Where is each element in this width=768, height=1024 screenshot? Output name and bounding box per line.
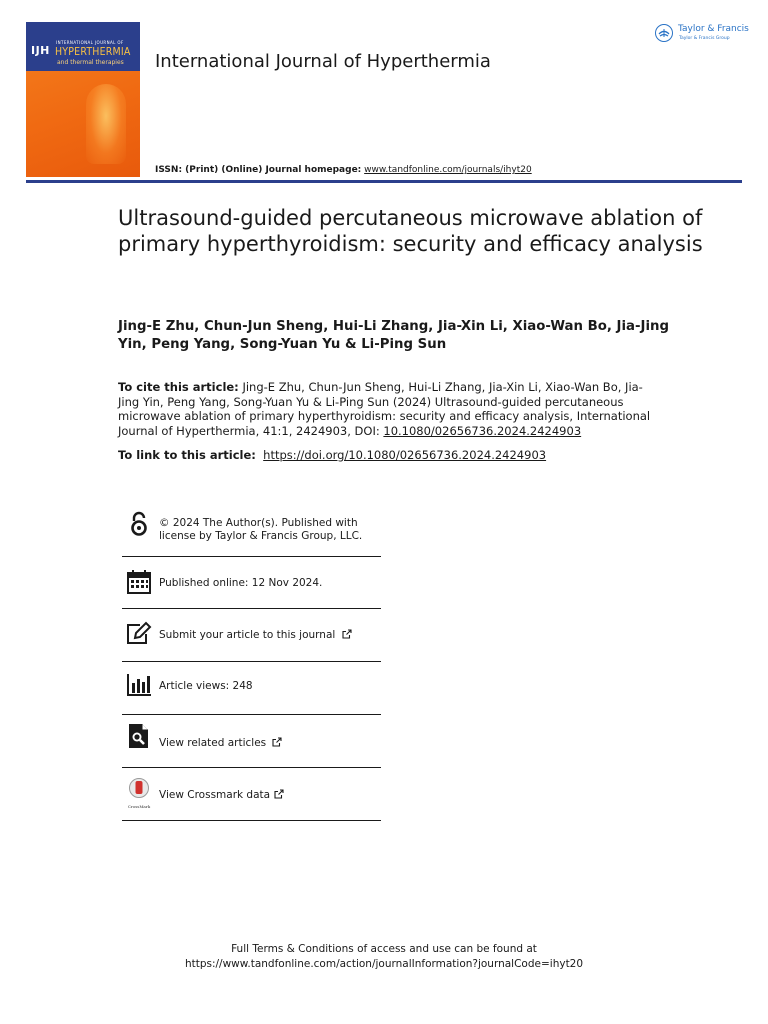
article-link-line [118,448,546,462]
license-text: © 2024 The Author(s). Published with license by Taylor & Francis Group, LLC. [159,517,363,542]
article-doi-link[interactable]: https://doi.org/10.1080/02656736.2024.2424903 [263,448,547,462]
published-text: Published online: 12 Nov 2024. [159,577,323,589]
cover-title: HYPERTHERMIA [55,46,131,58]
external-link-icon [272,737,282,747]
terms-footer [0,942,768,972]
publisher-name: Taylor & Francis [678,24,749,34]
views-text: Article views: 248 [159,680,253,692]
crossmark-link[interactable] [159,789,284,802]
calendar-icon [126,569,152,595]
issn-line [155,165,532,175]
publisher-group: Taylor & Francis Group [679,36,730,41]
article-title: Ultrasound-guided percutaneous microwave ablation of primary hyperthyroidism: security and efficacy analysis [118,206,703,256]
cite-text: Jing-E Zhu, Chun-Jun Sheng, Hui-Li Zhang, Jia-Xin Li, Xiao-Wan Bo, Jia-Jing Yin, Peng Yang, Song-Yuan Yu & Li-Ping Sun (2024) Ultrasound-guided percutaneous microwave ablation of primary hyperthyroidism: security and efficacy analysis, International Journal of Hyperthermia, 41:1, 2424903, DOI: [118,380,651,438]
cite-doi-link[interactable]: 10.1080/02656736.2024.2424903 [383,423,582,438]
crossmark-text: View Crossmark data [159,789,271,801]
external-link-icon [274,789,284,799]
journal-cover-image [26,22,140,177]
publisher-logo-icon [655,24,673,42]
issn-label: ISSN: (Print) (Online) Journal homepage: [155,165,362,175]
license-row [122,505,381,557]
submit-row[interactable] [122,609,381,662]
related-articles-icon [126,723,152,749]
related-row[interactable] [122,715,381,768]
terms-url[interactable]: https://www.tandfonline.com/action/journalInformation?journalCode=ihyt20 [184,958,584,970]
edit-icon [126,621,152,647]
crossmark-icon [126,778,152,808]
article-authors: Jing-E Zhu, Chun-Jun Sheng, Hui-Li Zhang, Jia-Xin Li, Xiao-Wan Bo, Jia-Jing Yin, Peng Yang, Song-Yuan Yu & Li-Ping Sun [118,319,670,352]
journal-title: International Journal of Hyperthermia [155,51,491,72]
published-row [122,557,381,609]
cover-figure [86,84,126,164]
link-label: To link to this article: [118,448,256,462]
citation-block [118,380,663,438]
publisher-logo[interactable] [655,22,755,46]
related-link[interactable] [159,737,282,750]
crossmark-icon-label: CrossMark [127,804,151,809]
crossmark-row[interactable] [122,768,381,821]
related-text: View related articles [159,737,267,749]
external-link-icon [342,629,352,639]
cover-subtitle: and thermal therapies [57,59,124,66]
bar-chart-icon [126,672,152,698]
open-access-icon [126,511,152,537]
views-row [122,662,381,715]
cover-abbrev: IJH [31,44,50,57]
cite-label: To cite this article: [118,380,239,394]
cover-small-title: INTERNATIONAL JOURNAL OF [56,40,124,45]
submit-link[interactable] [159,629,352,642]
article-meta-list [122,505,381,821]
terms-line-1: Full Terms & Conditions of access and use can be found at [231,943,537,955]
submit-text: Submit your article to this journal [159,629,336,641]
header-divider [26,180,742,183]
journal-homepage-link[interactable]: www.tandfonline.com/journals/ihyt20 [364,165,532,175]
